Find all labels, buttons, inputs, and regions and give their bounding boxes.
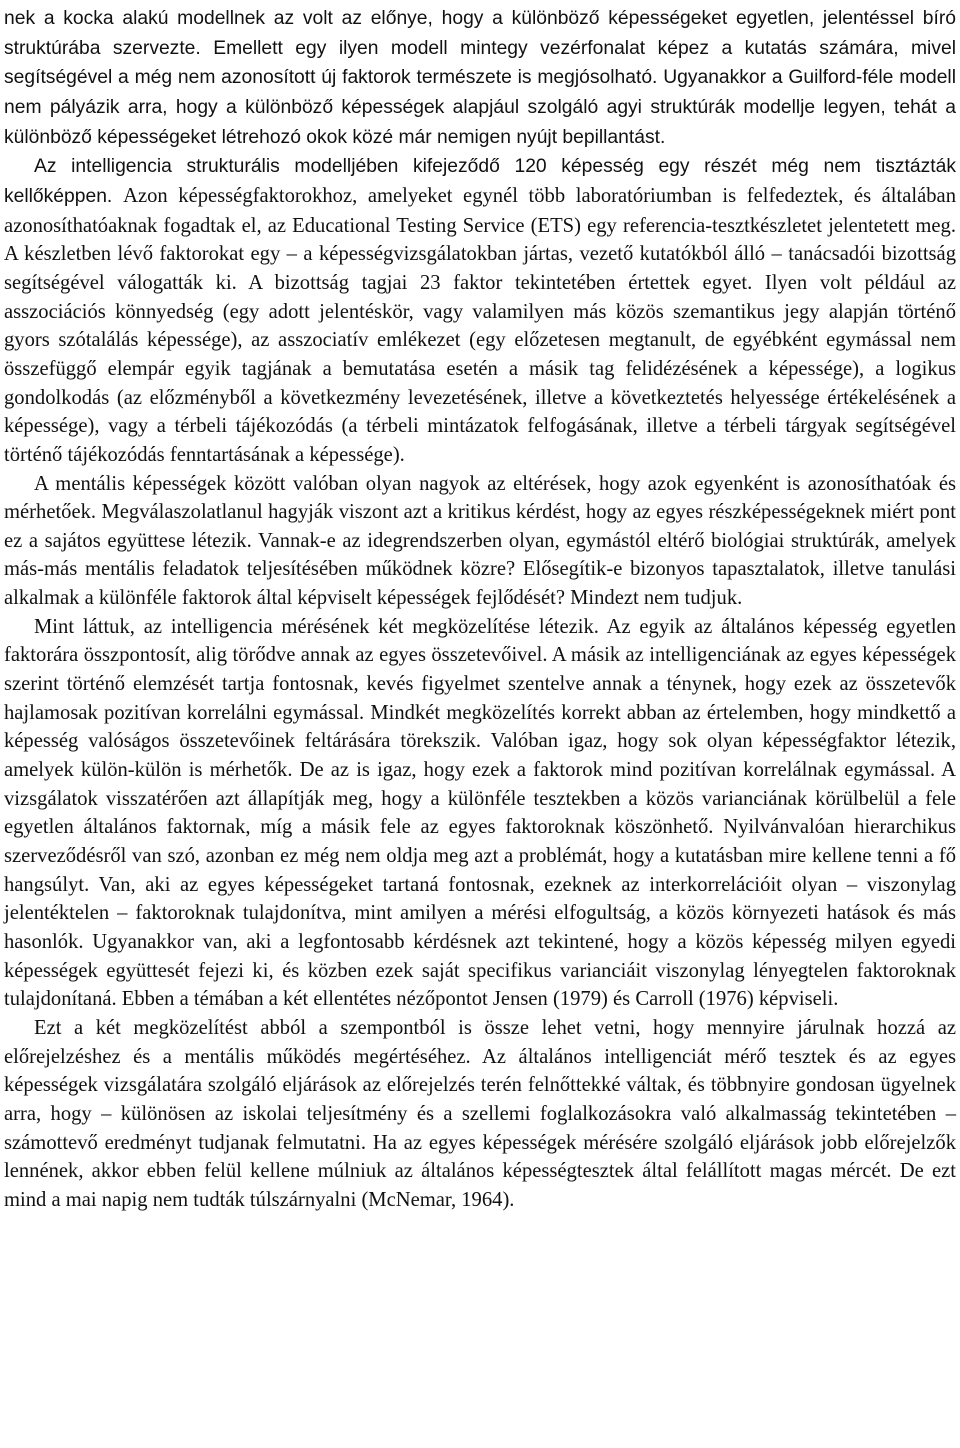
- paragraph-3-text: A mentális képességek között valóban olyan nagyok az eltérések, hogy azok egyenként is azonosíthatóak és mérhetőek. Megválaszolatlanul hagyják viszont azt a kritikus kérdést, hogy az egyes részképességeknek miért pont ez a sajátos együttese létezik. Vannak-e az idegrendszerben olyan, egymástól eltérő biológiai struktúrák, amelyek más-más mentális feladatok teljesítésében működnek közre? Elősegítik-e bizonyos tapasztalatok, illetve tanulási alkalmak a különféle faktorok által képviselt képességek fejlődését? Mindezt nem tudjuk.: [4, 472, 956, 610]
- paragraph-1-text: nek a kocka alakú modellnek az volt az előnye, hogy a különböző képességeket egyetlen, jelentéssel bíró struktúrába szervezte. Emellett egy ilyen modell mintegy vezérfonalat képez a kutatás számára, mivel segítségével a még nem azonosított új faktorok természete is megjósolható. Ugyanakkor a Guilford-féle modell nem pályázik arra, hogy a különböző képességek alapjául szolgáló agyi struktúrák modellje legyen, tehát a különböző képességeket létrehozó okok közé már nemigen nyújt bepillantást.: [4, 8, 956, 148]
- paragraph-1: [4, 4, 956, 152]
- paragraph-3: [4, 470, 956, 613]
- paragraph-4-text: Mint láttuk, az intelligencia mérésének két megközelítése létezik. Az egyik az általános képesség egyetlen faktorára összpontosít, alig törődve annak az egyes összetevőivel. A másik az intelligenciának az egyes képességek szerint történő elemzését tartja fontosnak, kevés figyelmet szentelve annak a ténynek, hogy ezek az összetevők hajlamosak pozitívan korrelálni egymással. Mindkét megközelítés korrekt abban az értelemben, hogy mindkettő a képesség valóságos összetevőinek feltárására törekszik. Valóban igaz, hogy sok olyan képességfaktor létezik, amelyek külön-külön is mérhetők. De az is igaz, hogy ezek a faktorok mind pozitívan korrelálnak egymással. A vizsgálatok visszatérően azt állapítják meg, hogy a különféle tesztekben a közös varianciának körülbelül a fele egyetlen általános faktornak, míg a másik fele az egyes faktoroknak köszönhető. Nyilvánvalóan hierarchikus szerveződésről van szó, azonban ez még nem oldja meg azt a problémát, hogy a kutatásban mire kellene tenni a fő hangsúlyt. Van, aki az egyes képességeket tartaná fontosnak, ezeknek az interkorrelációit olyan – viszonylag jelentéktelen – faktoroknak tulajdonítva, mint amilyen a mérési elfogultság, a közös környezeti hatások és más hasonlók. Ugyanakkor van, aki a legfontosabb kérdésnek azt tekintené, hogy a közös képesség milyen egyedi képességek együttesét fejezi ki, és közben ezek saját specifikus varianciáit viszonylag lényegtelen faktoroknak tulajdonítaná. Ebben a témában a két ellentétes nézőpontot Jensen (1979) és Carroll (1976) képviseli.: [4, 615, 956, 1011]
- paragraph-5-text: Ezt a két megközelítést abból a szempontból is össze lehet vetni, hogy mennyire járulnak hozzá az előrejelzéshez és a mentális működés megértéséhez. Az általános intelligenciát mérő tesztek és az egyes képességek vizsgálatára szolgáló eljárások az előrejelzés terén felnőttekké váltak, és többnyire gondosan ügyelnek arra, hogy – különösen az iskolai teljesítmény és a szellemi foglalkozásokra való alkalmasság tekintetében – számottevő eredményt tudjanak felmutatni. Ha az egyes képességek mérésére szolgáló eljárások jobb előrejelzők lennének, akkor ebben felül kellene múlniuk az általános képességtesztek által felállított magas mércét. De ezt mind a mai napig nem tudták túlszárnyalni (McNemar, 1964).: [4, 1016, 956, 1211]
- paragraph-2-text: Azon képességfaktorokhoz, amelyeket egynél több laboratóriumban is felfedeztek, és általában azonosíthatóaknak fogadtak el, az Educational Testing Service (ETS) egy referencia-tesztkészletet jelentetett meg. A készletben lévő faktorokat egy – a képességvizsgálatokban jártas, vezető kutatókból álló – tanácsadói bizottság segítségével válogatták ki. A bizottság tagjai 23 faktor tekintetében értettek egyet. Ilyen volt például az asszociációs könnyedség (egy adott jelentéskör, vagy valamilyen más közös szemantikus jegy alapján történő gyors szótalálás képessége), az asszociatív emlékezet (egy előzetesen megtanult, de egyébként egymással nem összefüggő elempár egyik tagjának a bemutatása esetén a másik tag felidézésének a képessége), a logikus gondolkodás (az előzményből a következmény levezetésének, illetve a következtetés helyessége értékelésének a képessége), vagy a térbeli tájékozódás (a térbeli mintázatok felfogásának, illetve a térbeli tárgyak segítségével történő tájékozódás fenntartásának a képessége).: [4, 184, 956, 466]
- paragraph-2: [4, 152, 956, 469]
- paragraph-4: [4, 613, 956, 1014]
- paragraph-5: [4, 1014, 956, 1215]
- document-page: [4, 4, 956, 1215]
- paragraph-2-lead-text: Az intelligencia strukturális modelljében kifejeződő 120 képesség egy részét még nem tisztázták kellőképpen.: [4, 156, 956, 207]
